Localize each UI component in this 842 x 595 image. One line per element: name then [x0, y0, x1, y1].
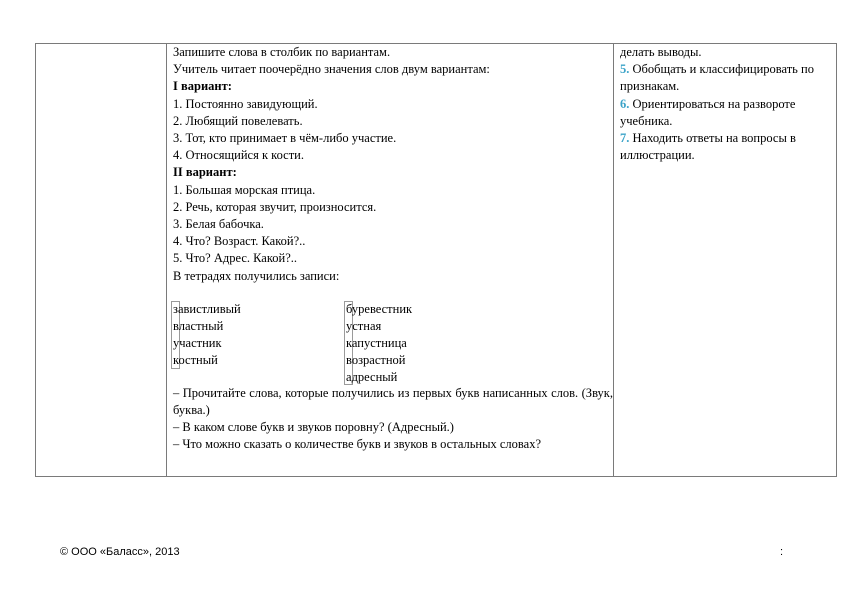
word-rest: уревестник [351, 301, 413, 316]
question-line: – Прочитайте слова, которые получились из первых букв написанных слов. (Звук, буква.) [173, 385, 613, 418]
first-letter: у [346, 318, 353, 333]
word-row [173, 352, 241, 369]
activity-column [173, 44, 613, 454]
skill-text: Находить ответы на вопросы в иллюстрации. [620, 131, 796, 163]
first-letter: в [173, 318, 179, 333]
word-list-right [346, 301, 412, 386]
page-mark: : [780, 546, 784, 558]
skill-number: 7. [620, 131, 630, 146]
word-row [346, 301, 412, 318]
variant2-item: 3. Белая бабочка. [173, 217, 264, 232]
word-row [346, 369, 412, 386]
word-rest: стная [352, 318, 382, 333]
variant1-item: 4. Относящийся к кости. [173, 148, 304, 163]
word-row [173, 318, 241, 335]
word-row [173, 301, 241, 318]
question-line: – Что можно сказать о количестве букв и звуков в остальных словах? [173, 437, 541, 452]
word-row [173, 335, 241, 352]
first-letter: у [173, 335, 180, 350]
word-rest: частник [179, 335, 222, 350]
word-rest: дресный [351, 369, 398, 384]
word-rest: авистливый [177, 301, 241, 316]
skill-item [620, 61, 820, 95]
variant1-item: 3. Тот, кто принимает в чём-либо участие. [173, 131, 397, 146]
intro-line: Учитель читает поочерёдно значения слов двум вариантам: [173, 62, 490, 77]
first-letter: з [173, 301, 178, 316]
first-letter: к [346, 335, 352, 350]
word-rest: ластный [178, 318, 224, 333]
skills-line: делать выводы. [620, 45, 702, 59]
variant2-item: 1. Большая морская птица. [173, 182, 316, 197]
footer-copyright: © ООО «Баласс», 2013 [60, 546, 180, 558]
first-letter: а [346, 369, 352, 384]
skill-text: Обобщать и классифицировать по признакам. [620, 62, 814, 94]
skill-text: Ориентироваться на развороте учебника. [620, 96, 796, 128]
variant1-item: 2. Любящий повелевать. [173, 113, 303, 128]
word-columns [173, 301, 613, 385]
variant1-title: I вариант: [173, 79, 232, 94]
variant2-title: II вариант: [173, 165, 237, 180]
skills-column [620, 44, 820, 164]
skill-item [620, 130, 820, 164]
variant2-item: 4. Что? Возраст. Какой?.. [173, 234, 306, 249]
lesson-table [35, 43, 837, 477]
word-row [346, 352, 412, 369]
word-rest: апустница [351, 335, 407, 350]
question-line: – В каком слове букв и звуков поровну? (Адресный.) [173, 420, 454, 435]
intro-line: Запишите слова в столбик по вариантам. [173, 45, 391, 59]
skill-item [620, 96, 820, 130]
variant1-item: 1. Постоянно завидующий. [173, 96, 318, 111]
variant2-item: 2. Речь, которая звучит, произносится. [173, 199, 377, 214]
skill-number: 5. [620, 62, 630, 77]
word-rest: озрастной [351, 352, 406, 367]
notebook-line: В тетрадях получились записи: [173, 268, 340, 283]
word-row [346, 318, 412, 335]
word-list-left [173, 301, 241, 369]
first-letter: б [346, 301, 352, 316]
first-letter: к [173, 352, 179, 367]
skill-number: 6. [620, 96, 630, 111]
column-divider-2 [613, 44, 614, 476]
first-letter: в [346, 352, 352, 367]
variant2-item: 5. Что? Адрес. Какой?.. [173, 251, 298, 266]
column-divider-1 [166, 44, 167, 476]
word-row [346, 335, 412, 352]
word-rest: остный [178, 352, 218, 367]
